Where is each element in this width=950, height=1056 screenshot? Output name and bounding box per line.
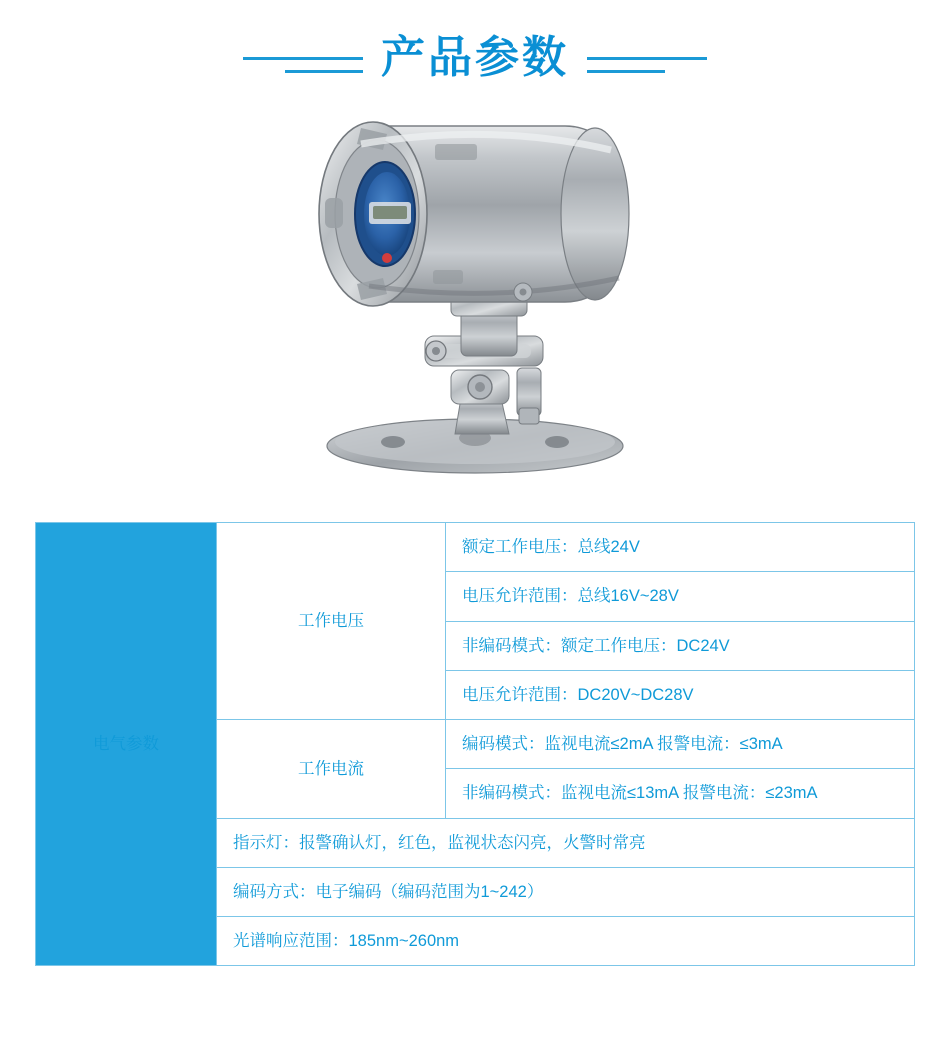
spec-value-coding: 编码方式：电子编码（编码范围为1~242）: [217, 867, 915, 916]
page-header: [0, 0, 950, 80]
spec-table: [35, 522, 915, 966]
category-label: 电气参数: [36, 523, 217, 966]
housing-graphic: [319, 122, 629, 306]
header-rule-left: [243, 57, 363, 60]
header-rule-right: [587, 57, 707, 60]
spec-value-spectral: 光谱响应范围：185nm~260nm: [217, 917, 915, 966]
spec-table-wrap: [0, 522, 950, 966]
spec-value: 编码模式：监视电流≤2mA 报警电流：≤3mA: [446, 720, 915, 769]
spec-value: 电压允许范围：总线16V~28V: [446, 572, 915, 621]
group-label-current: 工作电流: [217, 720, 446, 819]
spec-value: 电压允许范围：DC20V~DC28V: [446, 670, 915, 719]
spec-value: 额定工作电压：总线24V: [446, 523, 915, 572]
spec-value-indicator: 指示灯：报警确认灯，红色，监视状态闪亮，火警时常亮: [217, 818, 915, 867]
table-row: [36, 523, 915, 572]
neck-graphic: [451, 294, 527, 356]
product-image-uv-flame-detector: [265, 98, 685, 498]
spec-value: 非编码模式：监视电流≤13mA 报警电流：≤23mA: [446, 769, 915, 818]
spec-value: 非编码模式：额定工作电压：DC24V: [446, 621, 915, 670]
group-label-voltage: 工作电压: [217, 523, 446, 720]
product-figure: [0, 88, 950, 508]
page-title: 产品参数: [381, 33, 569, 82]
